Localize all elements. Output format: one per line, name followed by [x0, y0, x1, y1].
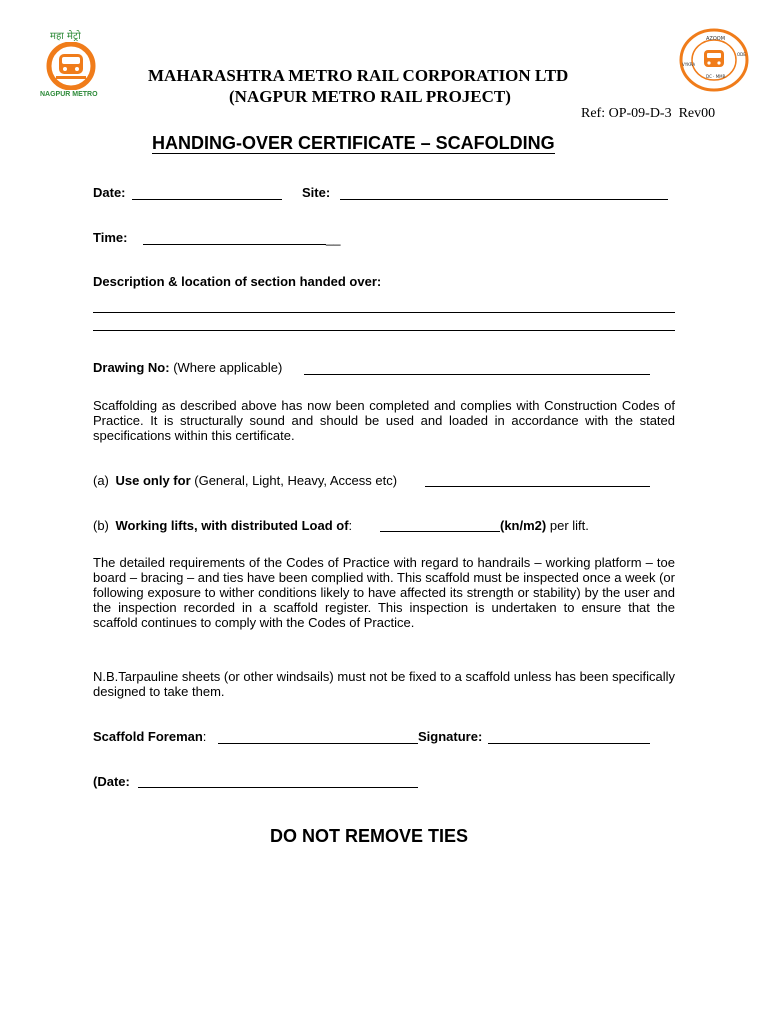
do-not-remove-ties-notice: DO NOT REMOVE TIES — [270, 826, 469, 846]
time-label: Time: — [93, 230, 128, 245]
site-field[interactable] — [340, 199, 668, 200]
compliance-statement: Scaffolding as described above has now been completed and complies with Construction Codes of Practice. It is structurally sound and should be used and loaded in accordance with the stated specifications within this certificate. — [93, 398, 675, 443]
emblem-right-text: ODE — [737, 52, 746, 57]
foreman-row — [93, 729, 206, 744]
date-label: Date: — [93, 185, 126, 200]
working-lifts-prefix: (b) — [93, 518, 109, 533]
project-name: (NAGPUR METRO RAIL PROJECT) — [229, 87, 511, 106]
description-line-2[interactable] — [93, 330, 675, 331]
site-label: Site: — [302, 185, 331, 200]
codes-of-practice-statement: The detailed requirements of the Codes of Practice with regard to handrails – working platform – toe board – bracing – and ties have been complied with. This scaffold must be inspected once a week (or following exposure to wither conditions likely to have affected its strength or stability) by the user and the inspection recorded in a scaffold register. This inspection is undertaken to ensure that the scaffold continues to comply with the Codes of Practice. — [93, 555, 675, 630]
working-lifts-label: Working lifts, with distributed Load of — [115, 518, 349, 533]
use-only-label: Use only for — [115, 473, 191, 488]
drawing-number-field[interactable] — [304, 374, 650, 375]
metro-train-icon — [42, 42, 100, 90]
load-unit-row — [500, 518, 589, 533]
emblem-inner-text: DC · MMR — [706, 74, 726, 79]
foreman-label: Scaffold Foreman — [93, 729, 203, 744]
time-field[interactable] — [143, 244, 326, 245]
signoff-date-label: (Date: — [93, 774, 130, 789]
use-only-note: (General, Light, Heavy, Access etc) — [194, 473, 398, 488]
date-field[interactable] — [132, 199, 282, 200]
load-field[interactable] — [380, 531, 500, 532]
load-unit: (kn/m2) — [500, 518, 547, 533]
certificate-title — [152, 133, 555, 154]
use-only-field[interactable] — [425, 486, 650, 487]
foreman-field[interactable] — [218, 743, 418, 744]
signoff-date-field[interactable] — [138, 787, 418, 788]
emblem-left-text: VYKRA — [682, 62, 696, 67]
foreman-colon: : — [202, 729, 207, 744]
tarpauline-note: N.B.Tarpauline sheets (or other windsails) must not be fixed to a scaffold unless has been specifically designed to take them. — [93, 669, 675, 699]
time-field-trailer: __ — [326, 231, 341, 246]
organization-name: MAHARASHTRA METRO RAIL CORPORATION LTD — [148, 66, 569, 85]
description-line-1[interactable] — [93, 312, 675, 313]
description-label: Description & location of section handed over: — [93, 274, 382, 289]
certificate-title-text: HANDING-OVER CERTIFICATE – SCAFOLDING — [152, 133, 555, 153]
azadi-emblem-icon — [678, 28, 750, 92]
drawing-number-note: (Where applicable) — [173, 360, 283, 375]
emblem-top-text: AZOOM — [706, 36, 726, 42]
load-suffix: per lift. — [549, 518, 589, 533]
nagpur-metro-logo — [36, 28, 106, 102]
logo-caption: NAGPUR METRO — [40, 91, 98, 98]
working-lifts-row — [93, 518, 352, 533]
reference-number: Ref: OP-09-D-3 Rev00 — [581, 106, 716, 121]
working-lifts-colon: : — [348, 518, 353, 533]
logo-hindi-text: महा मेट्रो — [50, 31, 81, 42]
drawing-number-row — [93, 360, 282, 375]
signature-label: Signature: — [418, 729, 483, 744]
drawing-number-label: Drawing No: — [93, 360, 170, 375]
use-only-prefix: (a) — [93, 473, 109, 488]
use-only-row — [93, 473, 397, 488]
signature-field[interactable] — [488, 743, 650, 744]
